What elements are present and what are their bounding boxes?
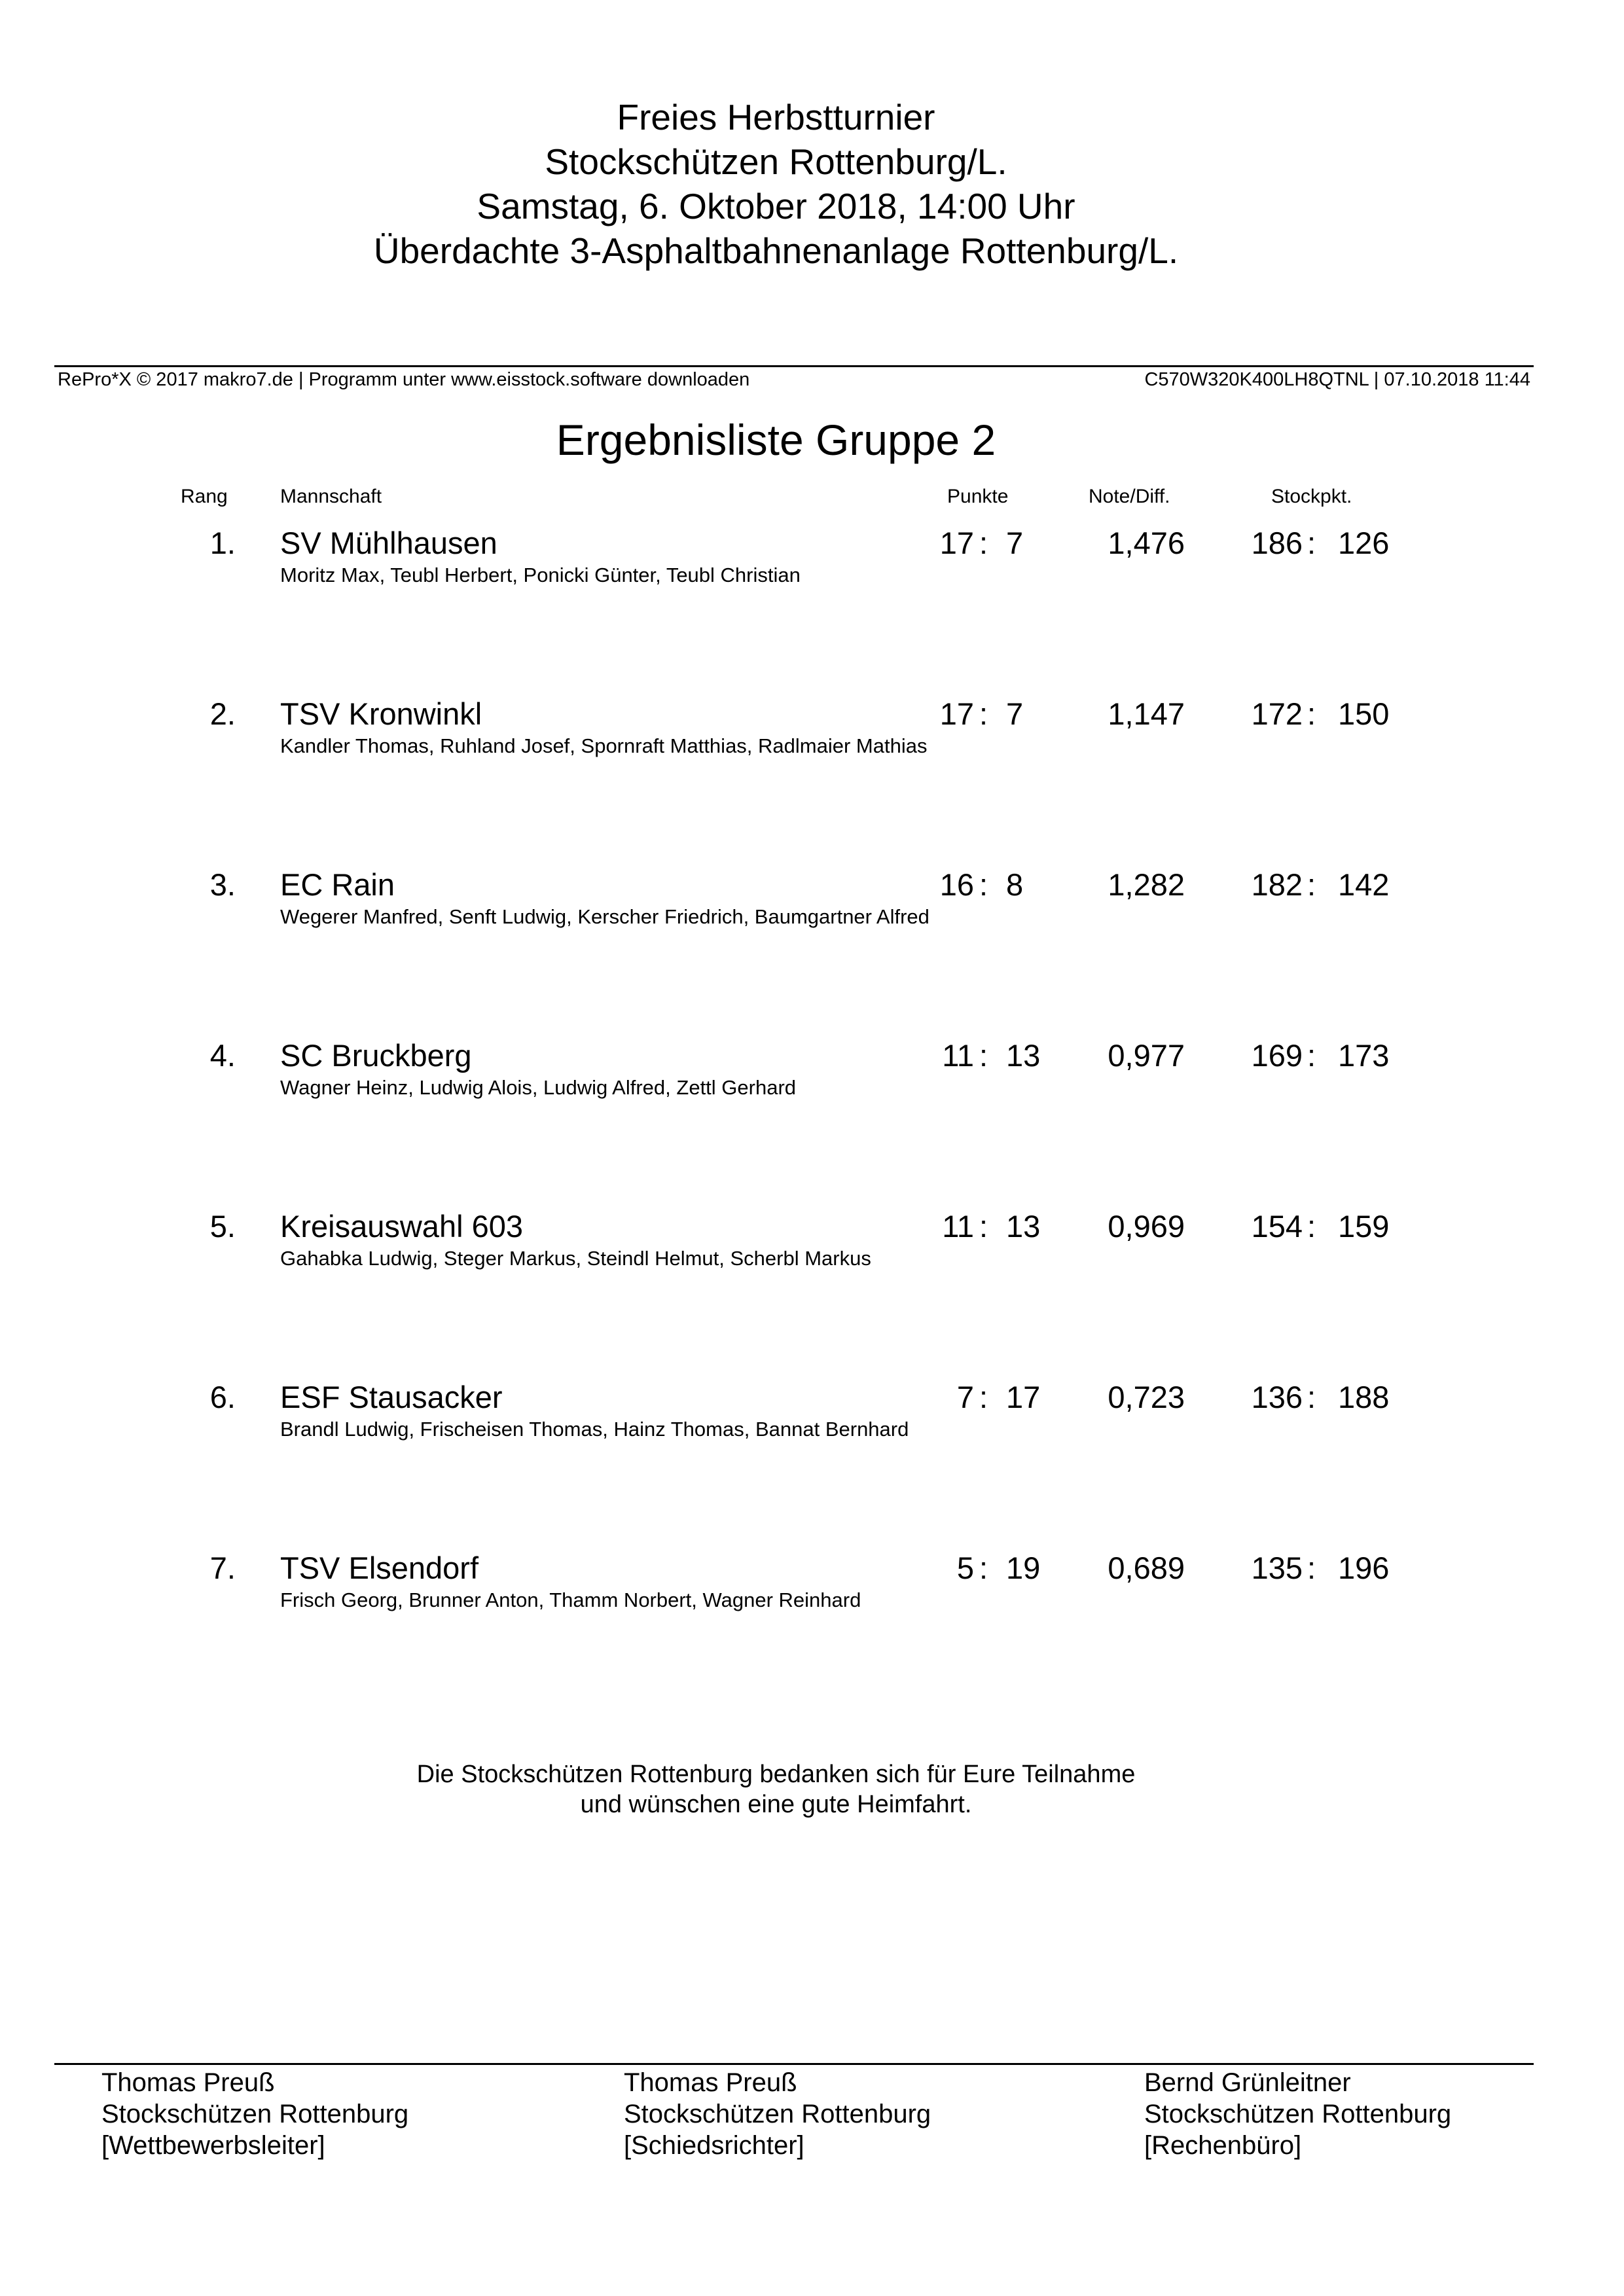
stock-points-for: 182 — [1251, 867, 1303, 902]
column-header-stock: Stockpkt. — [1271, 486, 1352, 507]
points-separator: : — [979, 1380, 988, 1414]
points-separator: : — [979, 696, 988, 731]
signature-role: [Rechenbüro] — [1144, 2131, 1302, 2160]
stock-points-for: 169 — [1251, 1038, 1303, 1073]
stock-separator: : — [1307, 1209, 1316, 1244]
points-for: 5 — [956, 1551, 974, 1585]
note-diff: 0,969 — [1108, 1209, 1185, 1244]
table-row — [0, 1549, 1624, 1621]
stock-separator: : — [1307, 526, 1316, 560]
team-name: SC Bruckberg — [280, 1038, 472, 1073]
points-separator: : — [979, 867, 988, 902]
stock-points-against: 159 — [1338, 1209, 1390, 1244]
note-diff: 0,723 — [1108, 1380, 1185, 1414]
team-name: Kreisauswahl 603 — [280, 1209, 523, 1244]
table-row — [0, 1207, 1624, 1279]
table-row — [0, 694, 1624, 766]
team-members: Wegerer Manfred, Senft Ludwig, Kerscher Friedrich, Baumgartner Alfred — [280, 905, 929, 928]
points-for: 11 — [942, 1038, 974, 1073]
rank-cell: 6. — [209, 1380, 236, 1414]
rank-cell: 7. — [209, 1551, 236, 1585]
signature-block-competition-leader — [101, 2067, 408, 2161]
rank-cell: 2. — [209, 696, 236, 731]
team-name: TSV Elsendorf — [280, 1551, 479, 1585]
tournament-date: Samstag, 6. Oktober 2018, 14:00 Uhr — [477, 186, 1075, 226]
team-name: TSV Kronwinkl — [280, 696, 482, 731]
note-diff: 1,282 — [1108, 867, 1185, 902]
rank-cell: 4. — [209, 1038, 236, 1073]
points-against: 13 — [1006, 1209, 1041, 1244]
team-members: Brandl Ludwig, Frischeisen Thomas, Hainz Thomas, Bannat Bernhard — [280, 1418, 909, 1441]
signature-role: [Wettbewerbsleiter] — [101, 2131, 325, 2160]
signature-name: Thomas Preuß — [624, 2068, 797, 2097]
points-separator: : — [979, 526, 988, 560]
team-members: Kandler Thomas, Ruhland Josef, Spornraft Matthias, Radlmaier Mathias — [280, 734, 928, 757]
team-members: Moritz Max, Teubl Herbert, Ponicki Günter, Teubl Christian — [280, 564, 801, 586]
signature-divider — [54, 2063, 1534, 2065]
stock-points-for: 172 — [1251, 696, 1303, 731]
team-name: ESF Stausacker — [280, 1380, 503, 1414]
table-row — [0, 524, 1624, 596]
signature-club: Stockschützen Rottenburg — [1144, 2100, 1452, 2128]
signature-club: Stockschützen Rottenburg — [624, 2100, 931, 2128]
table-row — [0, 865, 1624, 937]
stock-points-for: 154 — [1251, 1209, 1303, 1244]
note-diff: 0,977 — [1108, 1038, 1185, 1073]
column-header-points: Punkte — [947, 486, 1009, 507]
stock-separator: : — [1307, 1380, 1316, 1414]
results-list-title: Ergebnisliste Gruppe 2 — [556, 416, 996, 464]
signature-block-referee — [624, 2067, 931, 2161]
stock-points-for: 135 — [1251, 1551, 1303, 1585]
points-for: 7 — [956, 1380, 974, 1414]
points-against: 7 — [1006, 696, 1024, 731]
stock-separator: : — [1307, 1551, 1316, 1585]
rank-cell: 3. — [209, 867, 236, 902]
tournament-venue: Überdachte 3-Asphaltbahnenanlage Rottenburg/L. — [373, 230, 1179, 271]
note-diff: 1,476 — [1108, 526, 1185, 560]
signature-role: [Schiedsrichter] — [624, 2131, 804, 2160]
table-row — [0, 1036, 1624, 1108]
signature-name: Bernd Grünleitner — [1144, 2068, 1351, 2097]
stock-points-against: 150 — [1338, 696, 1390, 731]
rank-cell: 1. — [209, 526, 236, 560]
tournament-host: Stockschützen Rottenburg/L. — [545, 141, 1007, 182]
stock-separator: : — [1307, 1038, 1316, 1073]
stock-points-against: 188 — [1338, 1380, 1390, 1414]
stock-points-against: 196 — [1338, 1551, 1390, 1585]
stock-points-for: 136 — [1251, 1380, 1303, 1414]
points-for: 16 — [939, 867, 974, 902]
stock-points-against: 173 — [1338, 1038, 1390, 1073]
points-against: 17 — [1006, 1380, 1041, 1414]
team-name: EC Rain — [280, 867, 395, 902]
team-members: Frisch Georg, Brunner Anton, Thamm Norbert, Wagner Reinhard — [280, 1588, 861, 1611]
tournament-title: Freies Herbstturnier — [617, 97, 935, 137]
thank-you-line-2: und wünschen eine gute Heimfahrt. — [580, 1791, 972, 1818]
team-members: Wagner Heinz, Ludwig Alois, Ludwig Alfred, Zettl Gerhard — [280, 1076, 797, 1099]
points-against: 7 — [1006, 526, 1024, 560]
tournament-header — [0, 95, 1552, 273]
stock-separator: : — [1307, 696, 1316, 731]
column-header-rank: Rang — [181, 486, 228, 507]
signature-name: Thomas Preuß — [101, 2068, 275, 2097]
points-separator: : — [979, 1551, 988, 1585]
points-for: 17 — [939, 696, 974, 731]
column-header-note: Note/Diff. — [1089, 486, 1170, 507]
column-header-team: Mannschaft — [280, 486, 382, 507]
software-credit: RePro*X © 2017 makro7.de | Programm unter www.eisstock.software downloaden — [58, 369, 750, 390]
team-members: Gahabka Ludwig, Steger Markus, Steindl Helmut, Scherbl Markus — [280, 1247, 871, 1270]
stock-points-against: 142 — [1338, 867, 1390, 902]
stock-points-for: 186 — [1251, 526, 1303, 560]
thank-you-line-1: Die Stockschützen Rottenburg bedanken sich für Eure Teilnahme — [416, 1761, 1136, 1788]
points-against: 13 — [1006, 1038, 1041, 1073]
points-against: 8 — [1006, 867, 1024, 902]
points-against: 19 — [1006, 1551, 1041, 1585]
table-row — [0, 1378, 1624, 1450]
team-name: SV Mühlhausen — [280, 526, 497, 560]
stock-points-against: 126 — [1338, 526, 1390, 560]
signature-block-calculation-office — [1144, 2067, 1451, 2161]
rank-cell: 5. — [209, 1209, 236, 1244]
points-separator: : — [979, 1038, 988, 1073]
print-code-timestamp: C570W320K400LH8QTNL | 07.10.2018 11:44 — [1144, 369, 1530, 390]
thank-you-note — [0, 1759, 1552, 1820]
points-separator: : — [979, 1209, 988, 1244]
points-for: 11 — [942, 1209, 974, 1244]
top-divider — [54, 365, 1534, 367]
stock-separator: : — [1307, 867, 1316, 902]
points-for: 17 — [939, 526, 974, 560]
note-diff: 1,147 — [1108, 696, 1185, 731]
signature-club: Stockschützen Rottenburg — [101, 2100, 409, 2128]
note-diff: 0,689 — [1108, 1551, 1185, 1585]
